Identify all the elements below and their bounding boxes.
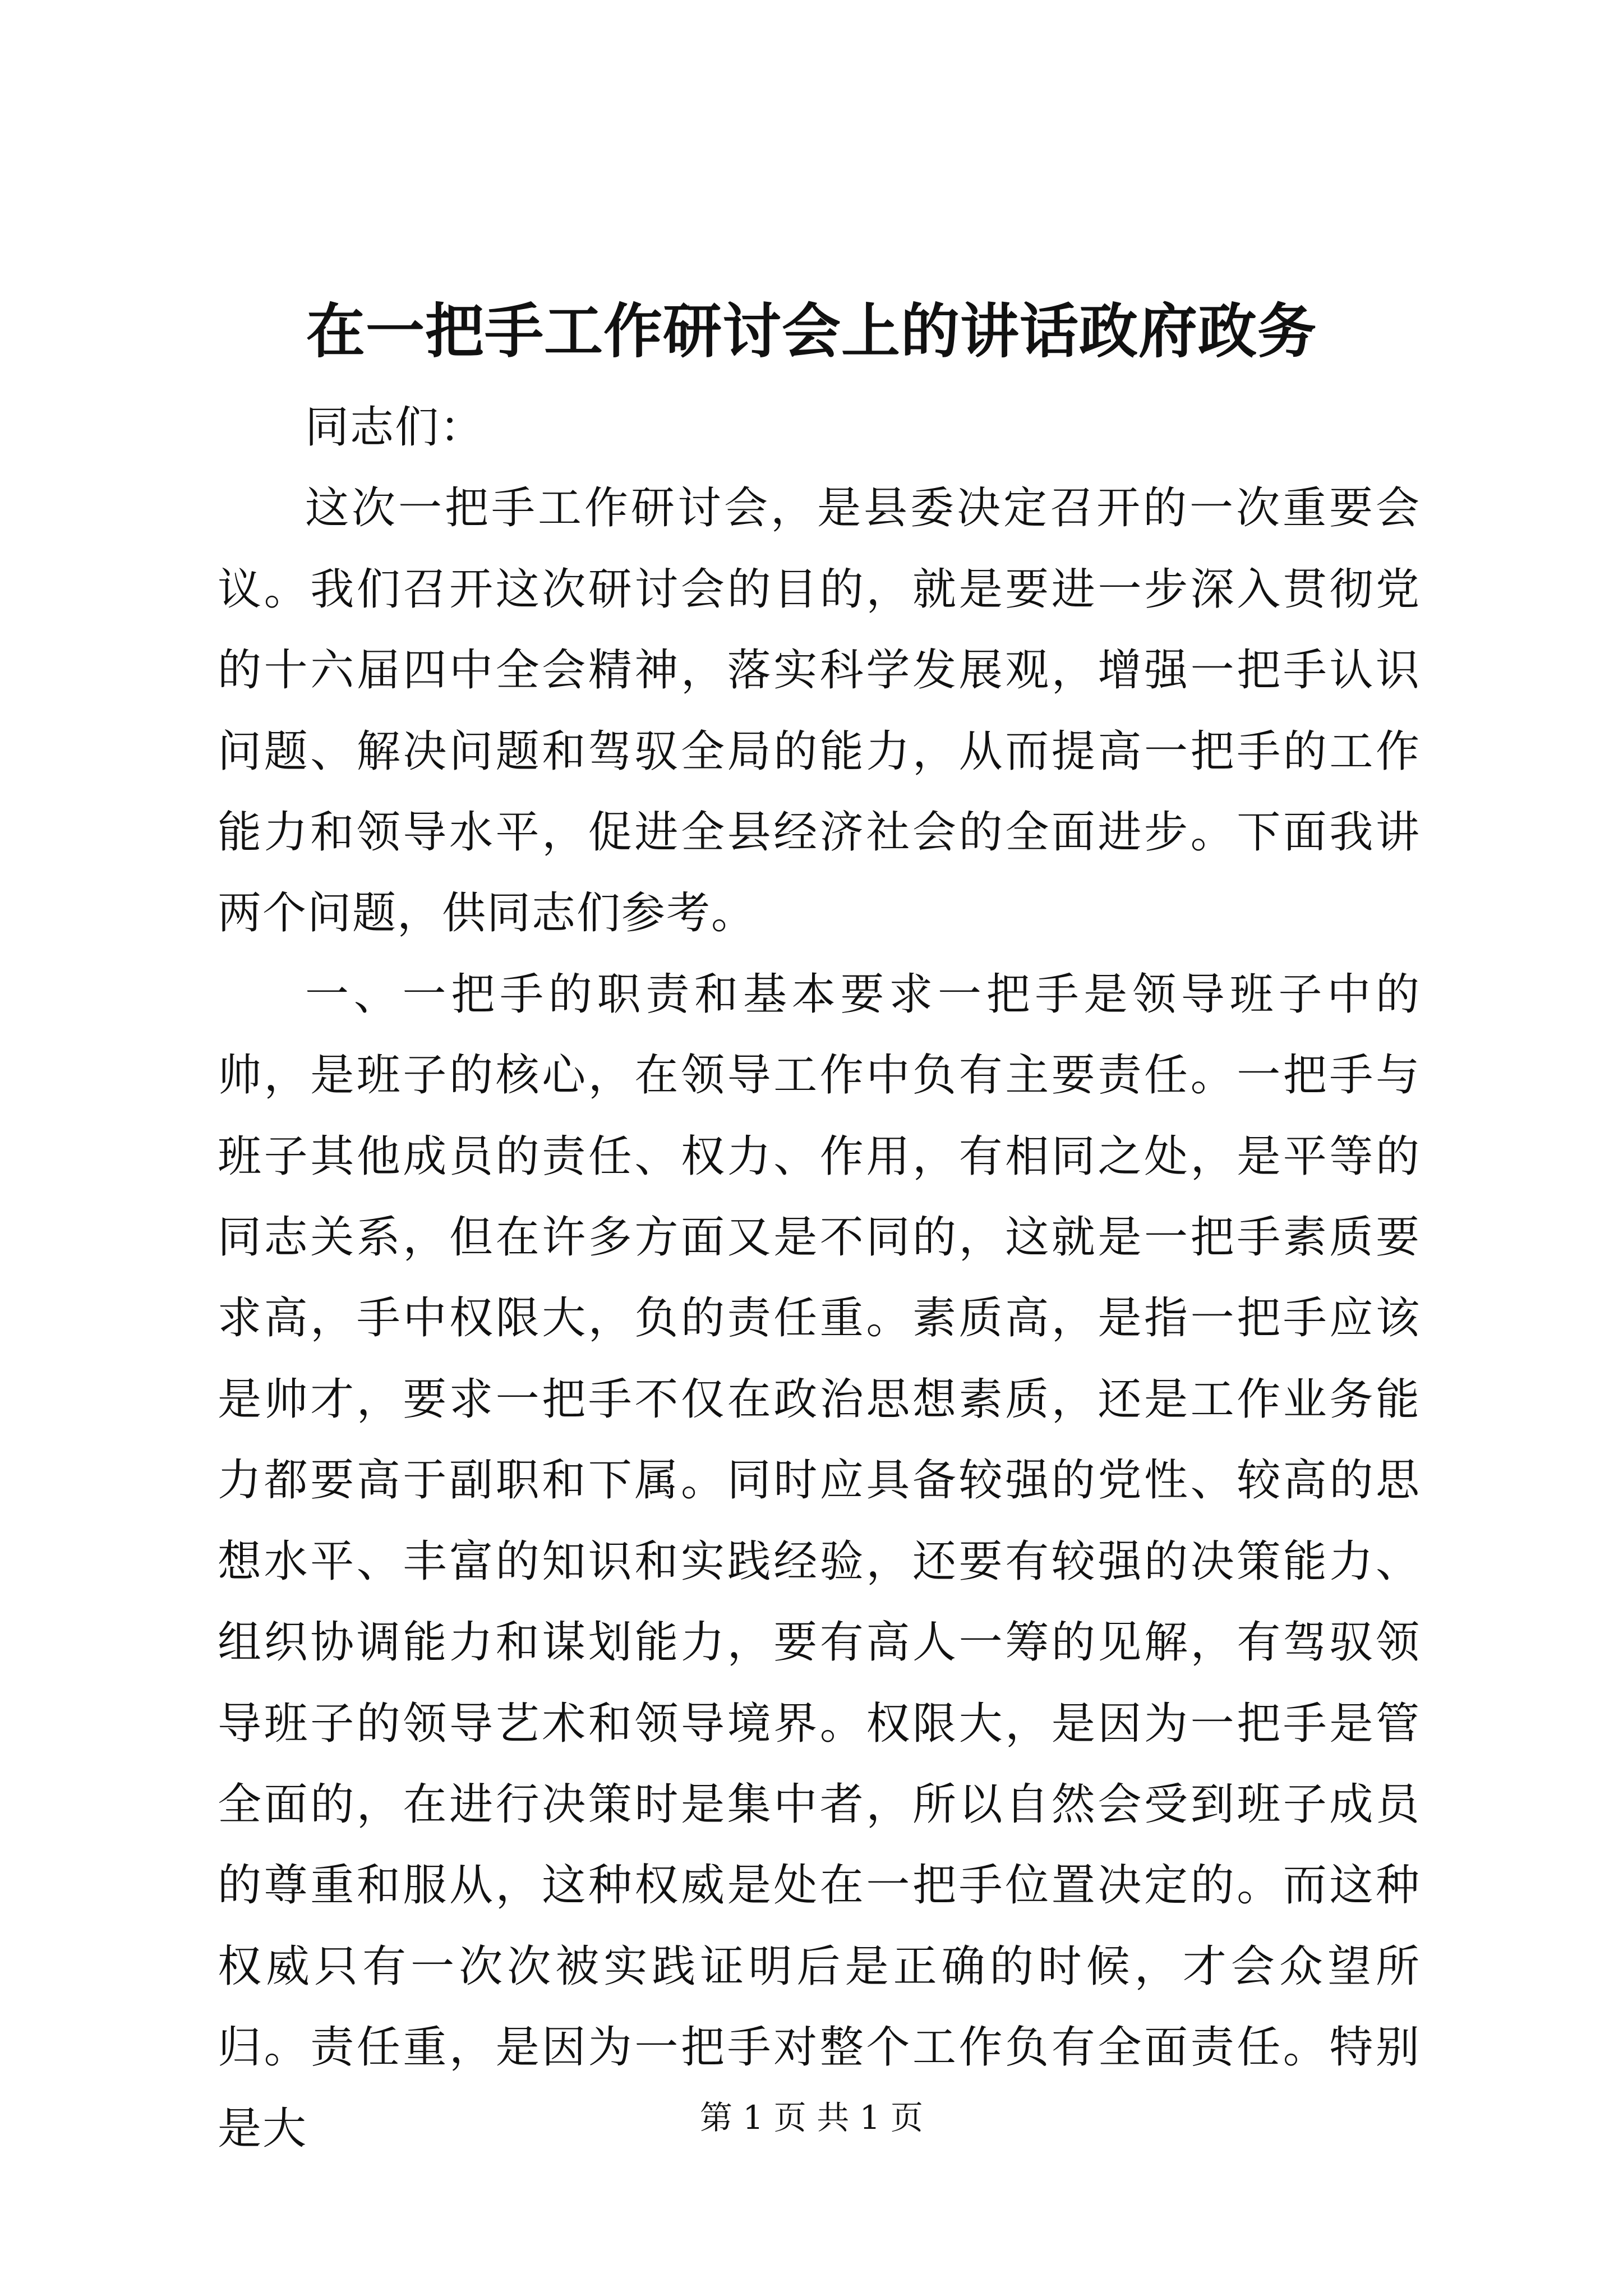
section-one-paragraph: 一、一把手的职责和基本要求一把手是领导班子中的帅，是班子的核心，在领导工作中负有主要责任。一把手与班子其他成员的责任、权力、作用，有相同之处，是平等的同志关系，但在许多方面又是不同的，这就是一把手素质要求高，手中权限大，负的责任重。素质高，是指一把手应该是帅才，要求一把手不仅在政治思想素质，还是工作业务能力都要高于副职和下属。同时应具备较强的党性、较高的思想水平、丰富的知识和实践经验，还要有较强的决策能力、组织协调能力和谋划能力，要有高人一筹的见解，有驾驭领导班子的领导艺术和领导境界。权限大，是因为一把手是管全面的，在进行决策时是集中者，所以自然会受到班子成员的尊重和服从，这种权威是处在一把手位置决定的。而这种权威只有一次次被实践证明后是正确的时候，才会众望所归。责任重，是因为一把手对整个工作负有全面责任。特别是大 bbox=[218, 969, 1421, 2154]
document-body bbox=[218, 387, 1421, 2169]
salutation-paragraph: 同志们： bbox=[305, 402, 485, 453]
intro-paragraph: 这次一把手工作研讨会，是县委决定召开的一次重要会议。我们召开这次研讨会的目的，就是要进一步深入贯彻党的十六届四中全会精神，落实科学发展观，增强一把手认识问题、解决问题和驾驭全局的能力，从而提高一把手的工作能力和领导水平，促进全县经济社会的全面进步。下面我讲两个问题，供同志们参考。 bbox=[218, 483, 1421, 939]
document-title: 在一把手工作研讨会上的讲话政府政务 bbox=[306, 296, 1317, 366]
page-number-footer: 第 1 页 共 1 页 bbox=[700, 2099, 923, 2137]
